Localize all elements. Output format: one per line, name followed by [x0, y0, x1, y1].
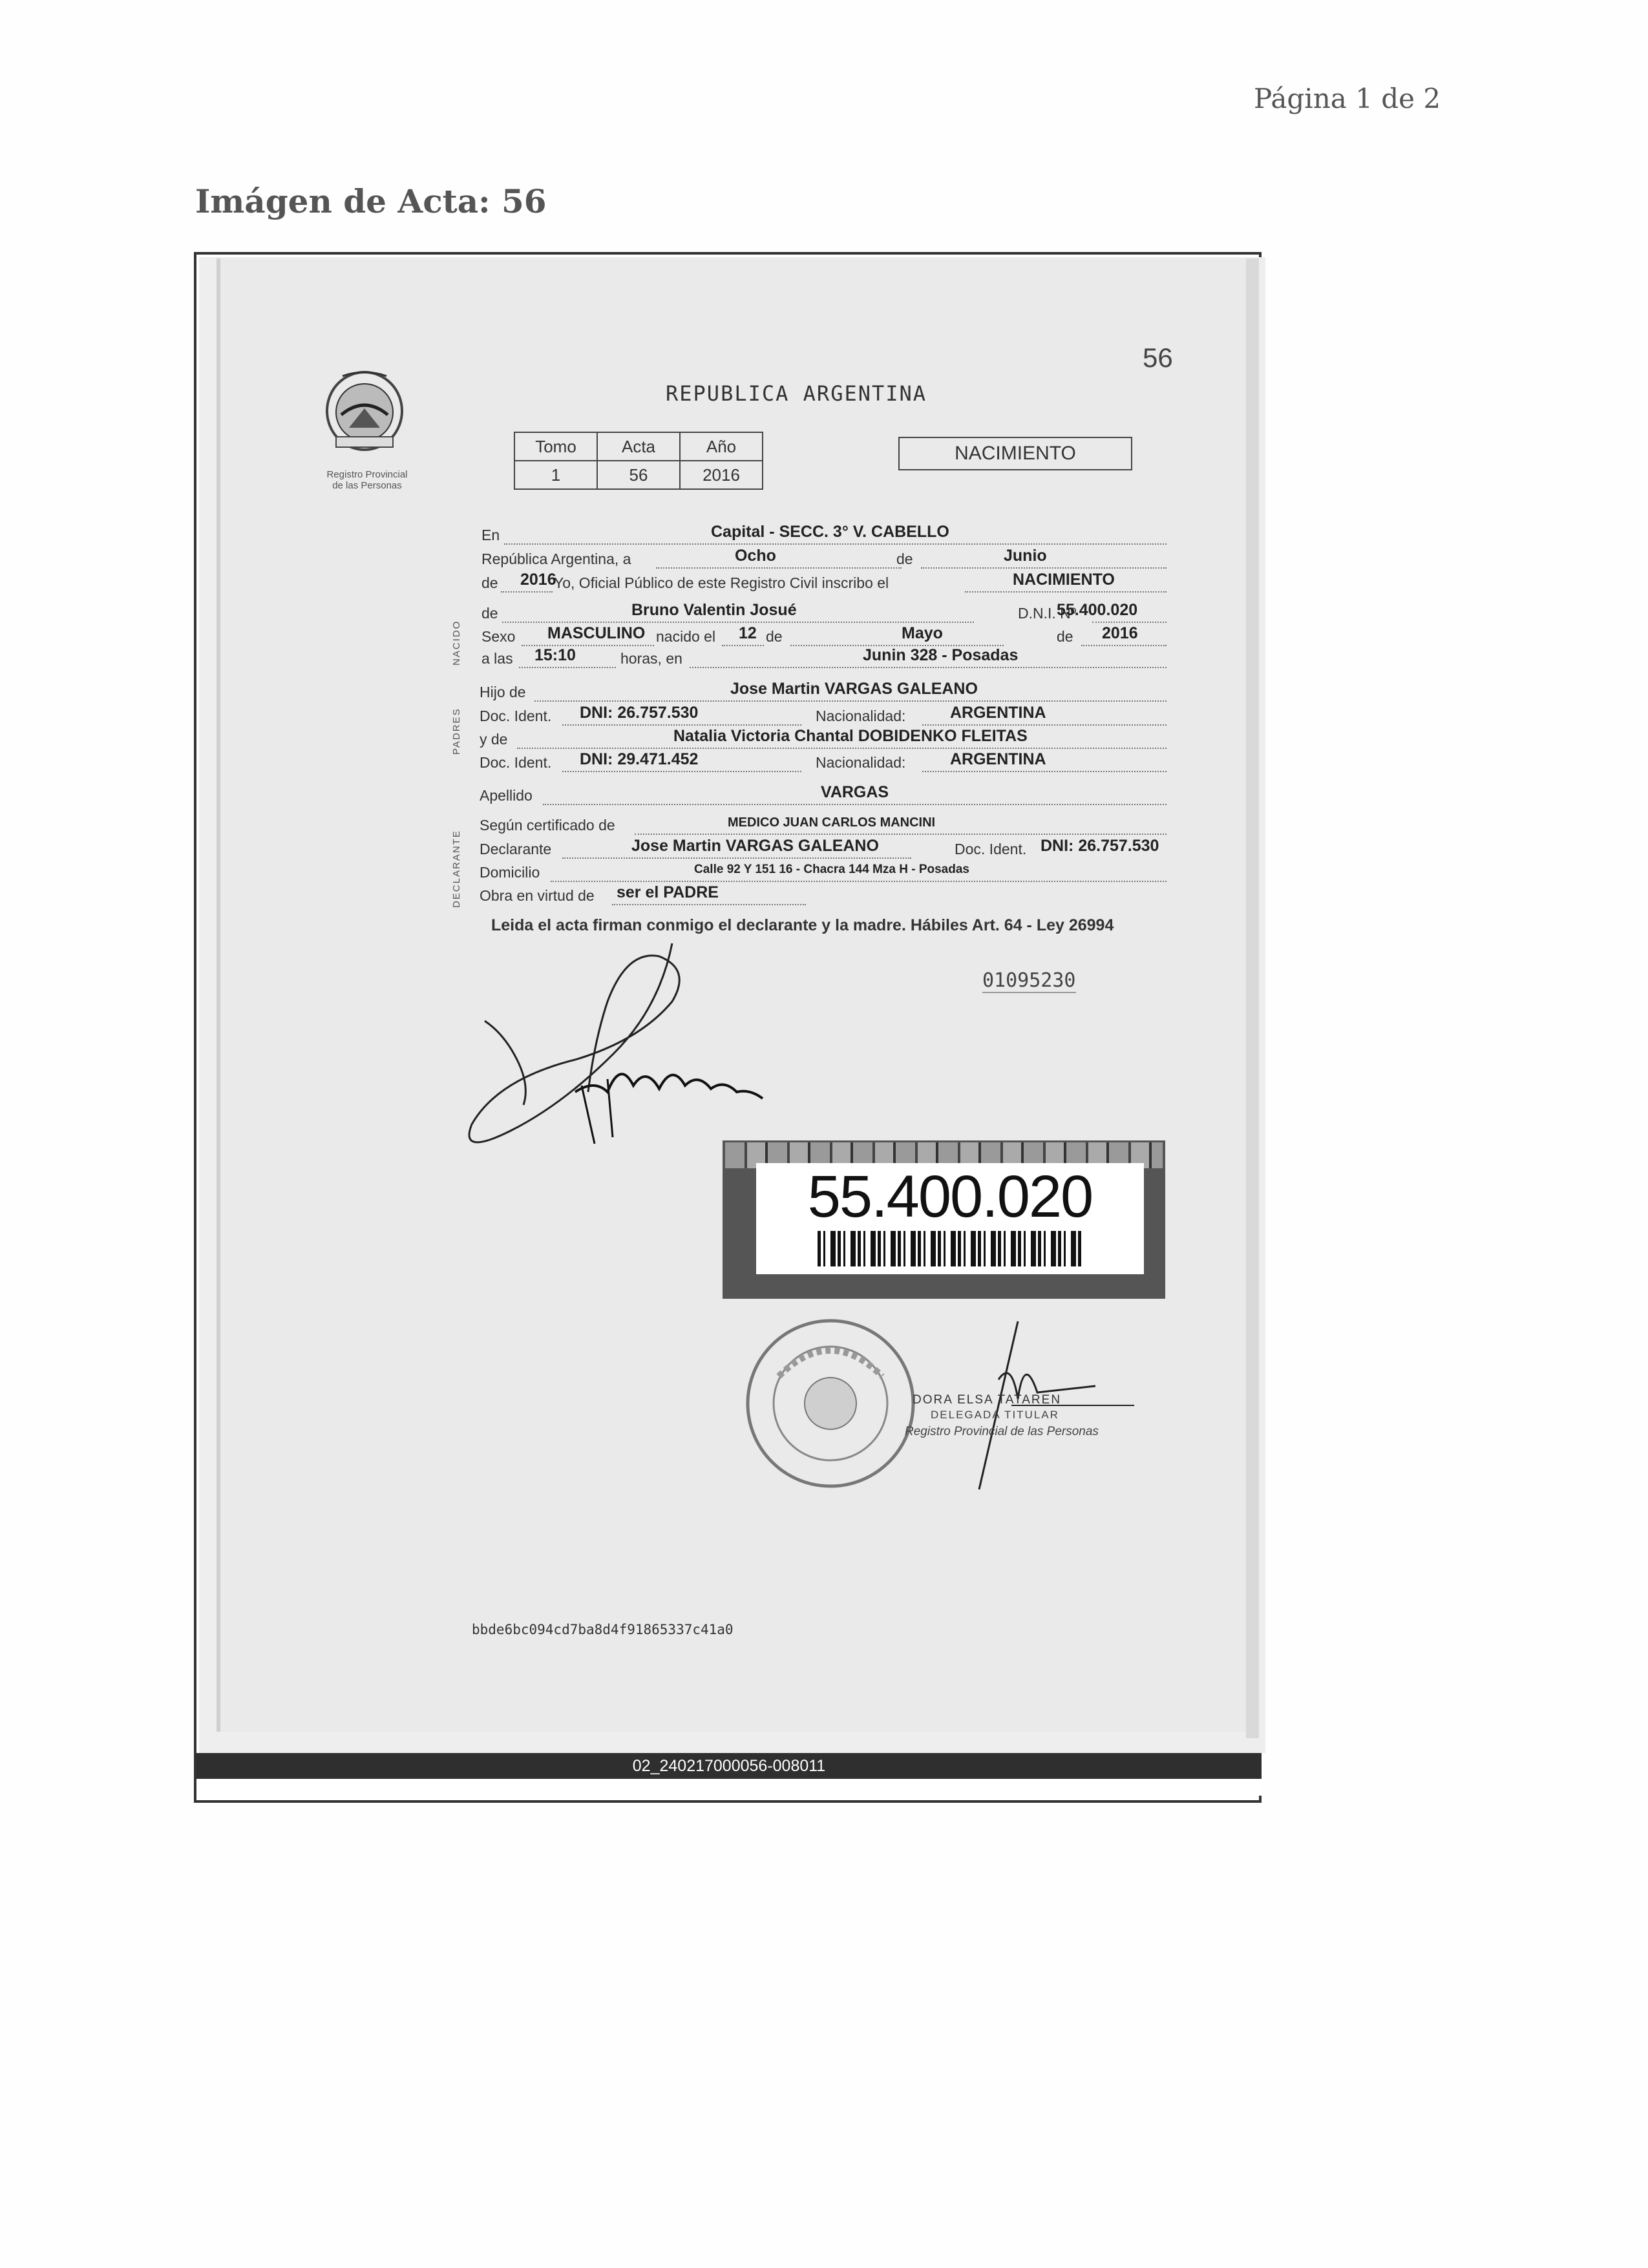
barcode-number: 55.400.020: [807, 1164, 1093, 1230]
label-apellido: Apellido: [480, 787, 533, 804]
value-anio: 2016: [520, 571, 556, 589]
value-dni: 55.400.020: [1057, 601, 1138, 619]
row-domicilio: [480, 864, 1167, 883]
value-domicilio: Calle 92 Y 151 16 - Chacra 144 Mza H - Posadas: [694, 863, 969, 876]
value-tipo: NACIMIENTO: [1013, 571, 1115, 589]
row-madre-doc: [480, 750, 1167, 773]
label-yo: Yo, Oficial Público de este Registro Civil inscribo el: [554, 574, 889, 591]
value-apellido: VARGAS: [821, 783, 889, 801]
paper-edge: [1246, 258, 1259, 1738]
provincial-seal-icon: [323, 370, 406, 457]
officer-title: DELEGADA TITULAR: [931, 1409, 1059, 1421]
row-sexo: [481, 624, 1167, 647]
row-nombre: [481, 601, 1167, 624]
label-obra: Obra en virtud de: [480, 887, 595, 904]
label-de-nombre: de: [481, 605, 498, 622]
row-hora: [481, 646, 1167, 669]
label-hijo-de: Hijo de: [480, 684, 526, 700]
table-value-anio: 2016: [680, 461, 763, 489]
label-de: de: [896, 551, 913, 567]
registration-number: 01095230: [982, 969, 1076, 992]
side-label-padres: PADRES: [451, 708, 462, 755]
label-nacionalidad-madre: Nacionalidad:: [816, 754, 906, 771]
row-fecha: [481, 547, 1167, 570]
label-domicilio: Domicilio: [480, 864, 540, 881]
record-table: [514, 432, 763, 490]
value-padre: Jose Martin VARGAS GALEANO: [730, 680, 978, 698]
value-hora: 15:10: [534, 646, 576, 664]
frame-bottom: [196, 1779, 1262, 1796]
value-certificado: MEDICO JUAN CARLOS MANCINI: [728, 815, 936, 830]
page-number: Página 1 de 2: [1254, 83, 1441, 114]
value-lugar-nac: Junin 328 - Posadas: [863, 646, 1019, 664]
country-heading: REPUBLICA ARGENTINA: [666, 381, 927, 406]
label-sexo: Sexo: [481, 628, 516, 645]
label-de-anio-nac: de: [1057, 628, 1073, 645]
label-y-de: y de: [480, 731, 508, 748]
logo-caption: [309, 469, 425, 491]
image-title: Imágen de Acta: 56: [195, 182, 547, 220]
value-sexo: MASCULINO: [547, 624, 646, 642]
value-madre-dni: DNI: 29.471.452: [580, 750, 699, 768]
barcode-bars: [818, 1231, 1083, 1266]
value-anio-nac: 2016: [1102, 624, 1138, 642]
footer-code: 02_240217000056-008011: [632, 1757, 826, 1775]
record-type-box: NACIMIENTO: [898, 437, 1132, 470]
value-madre: Natalia Victoria Chantal DOBIDENKO FLEITAS: [673, 727, 1028, 745]
value-lugar: Capital - SECC. 3° V. CABELLO: [711, 523, 949, 541]
footer-code-bar: [196, 1753, 1262, 1779]
row-padre-doc: [480, 704, 1167, 727]
label-doc-ident-declarante: Doc. Ident.: [955, 841, 1027, 857]
value-mes-letras: Junio: [1004, 547, 1047, 565]
row-certificado: [480, 817, 1167, 836]
official-stamp-icon: [740, 1312, 921, 1496]
label-a-las: a las: [481, 650, 513, 667]
value-padre-dni: DNI: 26.757.530: [580, 704, 699, 722]
row-lugar: [481, 523, 1167, 546]
document-hash: bbde6bc094cd7ba8d4f91865337c41a0: [472, 1622, 734, 1637]
table-value-tomo: 1: [514, 461, 597, 489]
side-label-nacido: NACIDO: [451, 620, 462, 666]
logo-caption-line2: de las Personas: [332, 480, 402, 491]
table-header-anio: Año: [680, 432, 763, 461]
legal-text: Leida el acta firman conmigo el declarante y la madre. Hábiles Art. 64 - Ley 26994: [491, 916, 1114, 934]
row-madre: [480, 727, 1167, 750]
value-declarante-dni: DNI: 26.757.530: [1041, 837, 1159, 855]
officer-department: Registro Provincial de las Personas: [905, 1425, 1099, 1438]
row-inscripcion: [481, 571, 1167, 594]
label-de-anio: de: [481, 574, 498, 591]
value-dia-letras: Ocho: [735, 547, 776, 565]
side-label-declarante: DECLARANTE: [451, 830, 462, 908]
value-madre-nac: ARGENTINA: [950, 750, 1046, 768]
label-nacionalidad-padre: Nacionalidad:: [816, 708, 906, 724]
label-republica: República Argentina, a: [481, 551, 631, 567]
value-padre-nac: ARGENTINA: [950, 704, 1046, 722]
table-header-tomo: Tomo: [514, 432, 597, 461]
label-en: En: [481, 527, 500, 543]
value-mes: Mayo: [902, 624, 943, 642]
label-declarante: Declarante: [480, 841, 552, 857]
value-declarante: Jose Martin VARGAS GALEANO: [631, 837, 879, 855]
value-dia: 12: [739, 624, 757, 642]
row-apellido: [480, 783, 1167, 806]
label-doc-ident-madre: Doc. Ident.: [480, 754, 552, 771]
table-value-acta: 56: [597, 461, 680, 489]
row-obra: [480, 883, 1167, 907]
row-padre: [480, 680, 1167, 703]
row-declarante: [480, 837, 1167, 860]
label-segun: Según certificado de: [480, 817, 615, 834]
officer-name: DORA ELSA TATAREN: [913, 1393, 1062, 1407]
label-horas-en: horas, en: [620, 650, 682, 667]
label-dni: D.N.I. Nº: [1018, 605, 1077, 622]
value-obra: ser el PADRE: [617, 883, 719, 901]
label-de-mes: de: [766, 628, 783, 645]
label-nacido-el: nacido el: [656, 628, 716, 645]
logo-caption-line1: Registro Provincial: [326, 469, 408, 480]
sheet-number: 56: [1143, 342, 1173, 373]
signature-declarante: [446, 930, 808, 1163]
label-doc-ident-padre: Doc. Ident.: [480, 708, 552, 724]
value-nombre: Bruno Valentin Josué: [631, 601, 797, 619]
table-header-acta: Acta: [597, 432, 680, 461]
